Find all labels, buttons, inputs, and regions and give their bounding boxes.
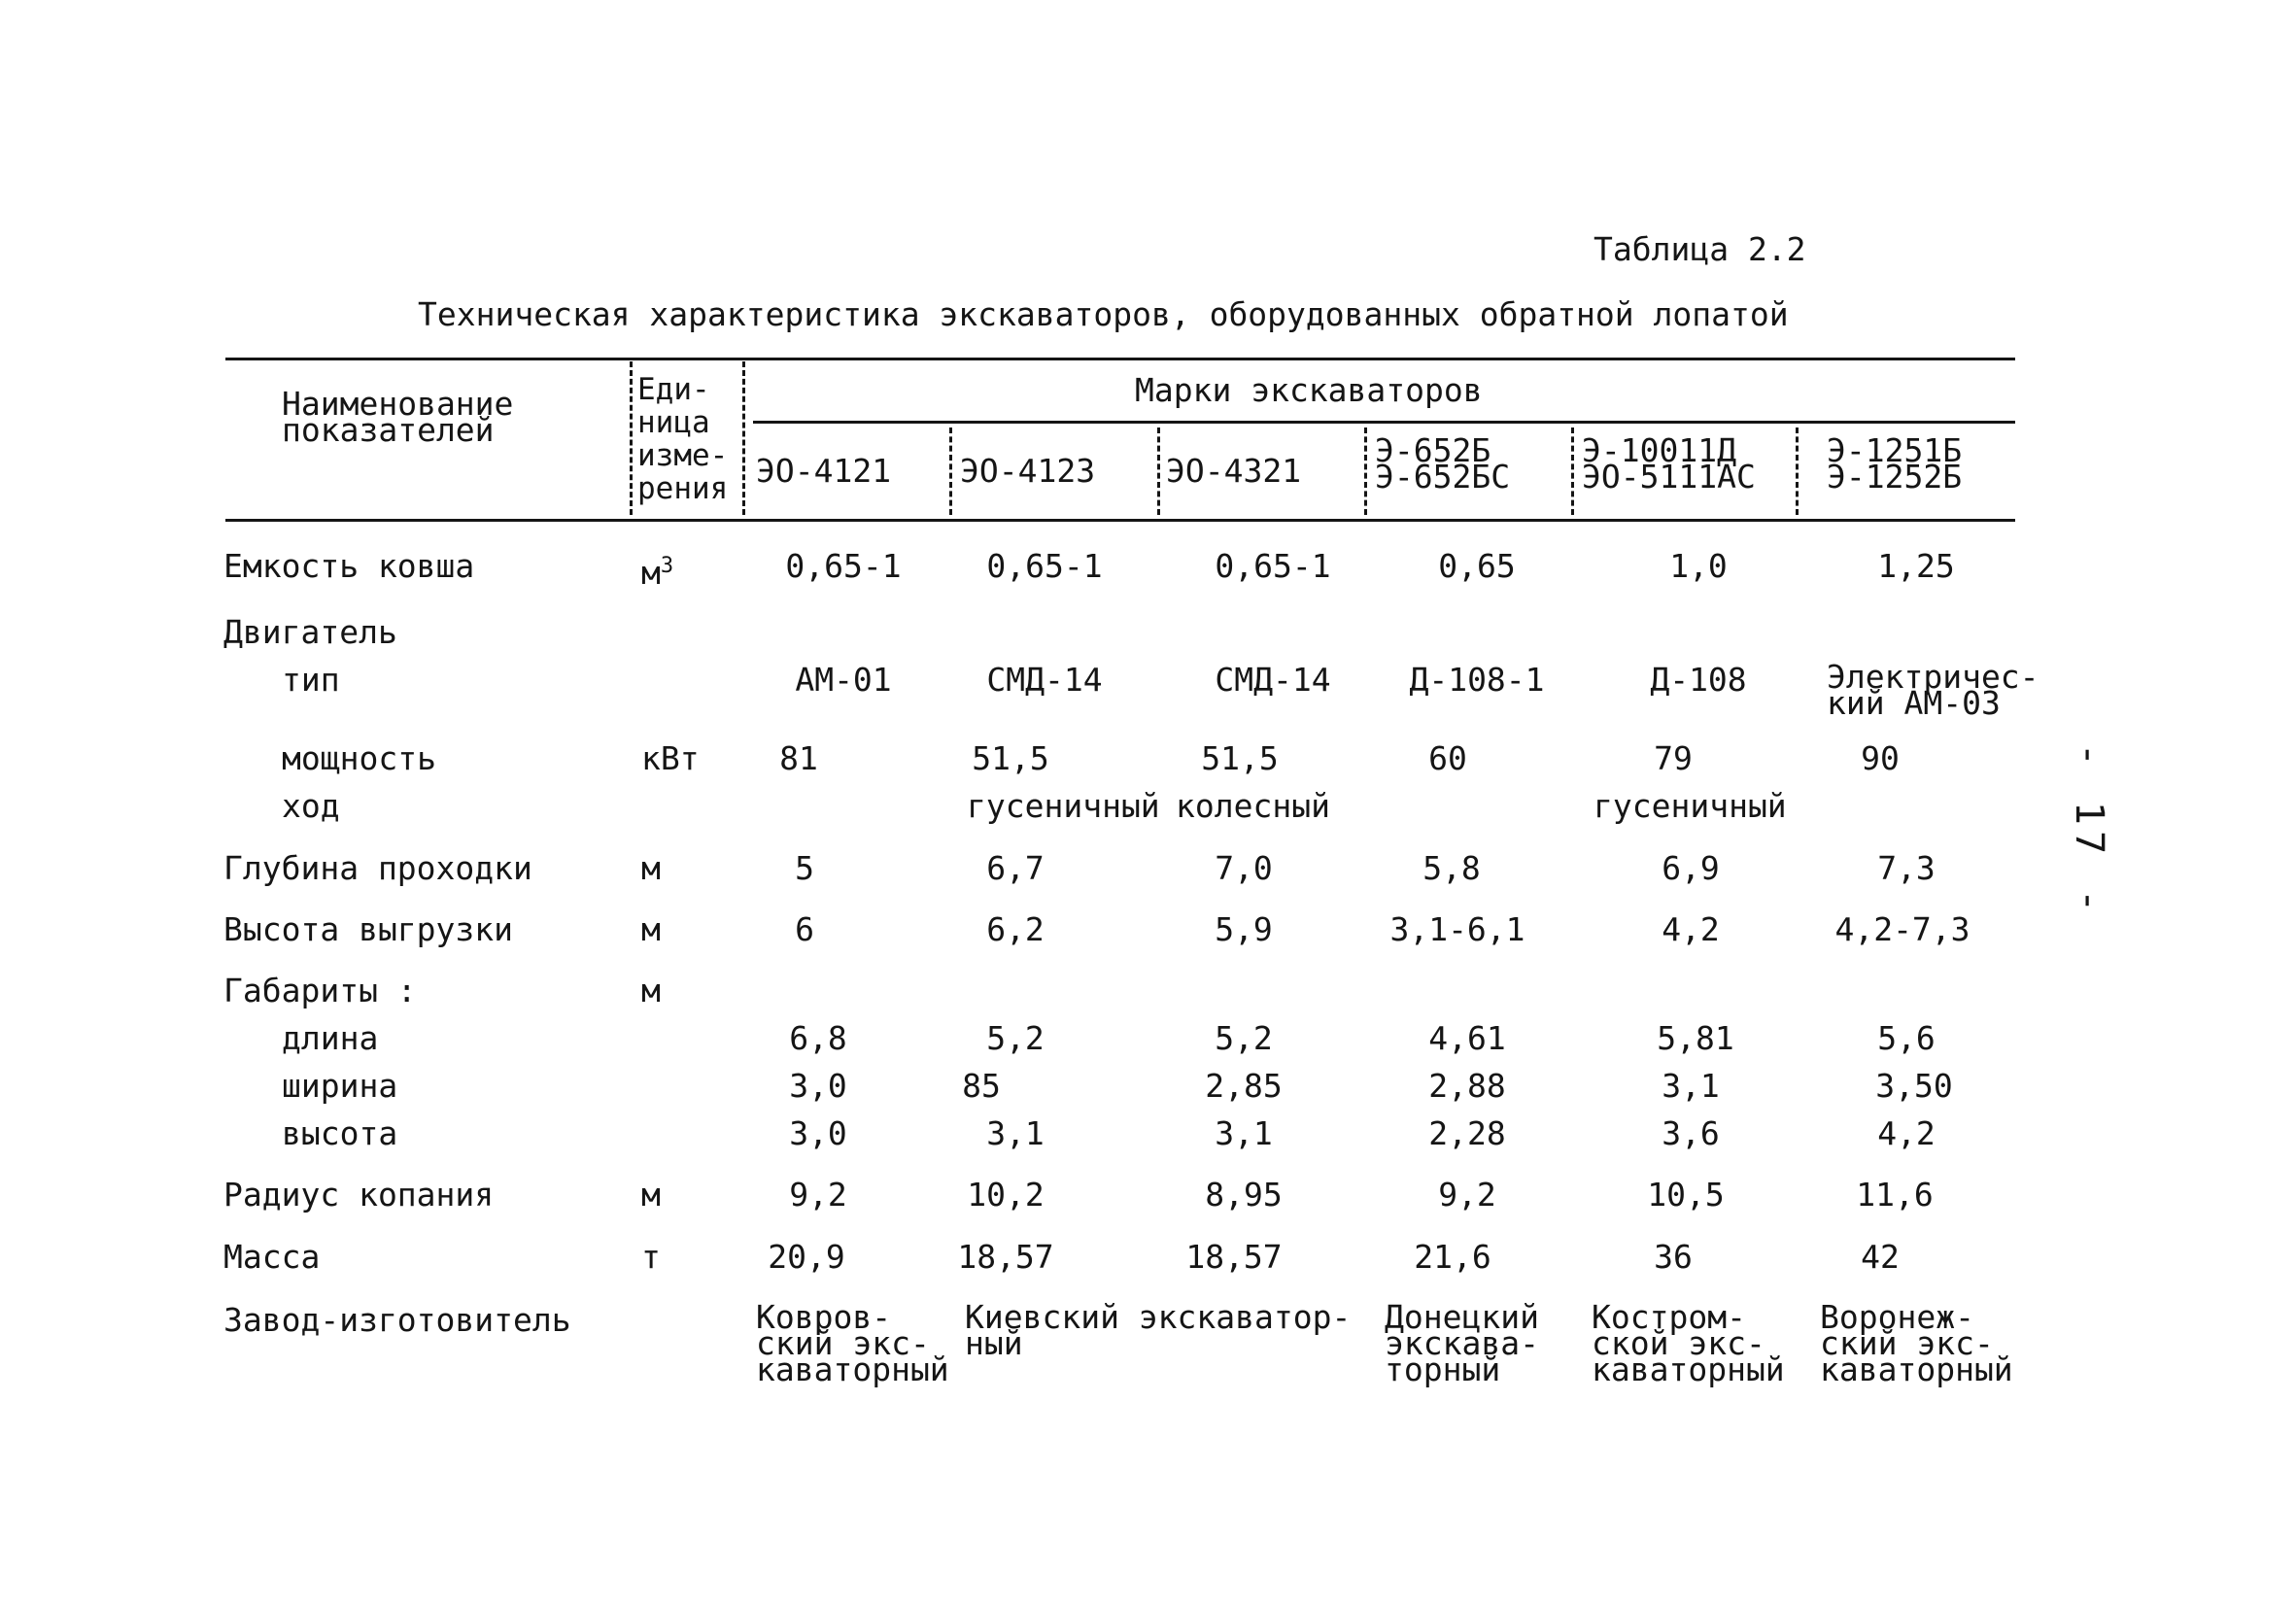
table-cell: 85 [962,1067,1001,1105]
header-indicator: Наименование показателей [282,385,514,449]
table-cell: 9,2 [1438,1176,1496,1214]
table-cell: 1,25 [1877,547,1955,585]
header-col-separator [949,427,952,515]
row-unit: м [641,1176,661,1214]
table-cell: Д-108-1 [1409,661,1545,699]
table-cell: 9,2 [789,1176,847,1214]
row-label: Двигатель [223,613,397,651]
table-cell: гусеничный [967,787,1160,825]
table-cell: 2,28 [1428,1114,1506,1152]
table-cell: 18,57 [1185,1238,1283,1276]
table-cell: 0,65-1 [785,547,902,585]
row-label: Габариты : [223,972,417,1009]
header-model: Э-1251Б Э-1252Б [1827,431,1963,496]
table-cell: СМД-14 [1215,661,1331,699]
header-model: Э-10011Д ЭО-5111АС [1582,431,1756,496]
header-col-separator [1571,427,1574,515]
table-cell: 5 [795,849,814,887]
table-cell: 4,2 [1662,910,1720,948]
table-cell: 20,9 [768,1238,845,1276]
table-cell: 2,85 [1205,1067,1283,1105]
row-label: высота [282,1114,398,1152]
table-cell: Костром- ской экс- каваторный [1592,1298,1785,1388]
table-cell: 6,2 [986,910,1045,948]
table-cell: 0,65-1 [1215,547,1331,585]
table-cell: 5,8 [1422,849,1481,887]
table-cell: 2,88 [1428,1067,1506,1105]
header-col-separator [1364,427,1367,515]
table-cell: 7,3 [1877,849,1936,887]
table-cell: 6 [795,910,814,948]
header-group-title: Марки экскаваторов [1135,371,1483,409]
table-cell: 11,6 [1856,1176,1934,1214]
table-cell: 6,7 [986,849,1045,887]
table-cell: 60 [1428,739,1467,777]
table-title: Техническая характеристика экскаваторов, оборудованных обратной лопатой [418,295,1789,333]
table-cell: 7,0 [1215,849,1273,887]
table-cell: 36 [1654,1238,1693,1276]
header-col-separator [630,361,633,515]
header-model: Э-652Б Э-652БС [1375,431,1511,496]
table-cell: 3,6 [1662,1114,1720,1152]
table-cell: колесный [1176,787,1330,825]
table-cell: гусеничный [1593,787,1787,825]
table-cell: 51,5 [1201,739,1279,777]
unit-superscript: 3 [660,554,674,578]
table-cell: Киевский экскаватор- ный [965,1298,1352,1362]
table-cell: АМ-01 [795,661,892,699]
row-label: Емкость ковша [223,547,475,585]
table-cell: Д-108 [1650,661,1747,699]
header-model: ЭО-4121 [756,452,892,490]
table-cell: 0,65 [1438,547,1516,585]
table-cell: Ковров- ский экс- каваторный [756,1298,949,1388]
table-cell: Воронеж- ский экс- каваторный [1820,1298,2013,1388]
table-cell: 18,57 [957,1238,1054,1276]
table-cell: 3,1-6,1 [1389,910,1525,948]
table-cell: 81 [779,739,818,777]
table-cell: 51,5 [972,739,1049,777]
row-unit: т [641,1238,661,1276]
table-cell: 4,61 [1428,1019,1506,1057]
table-cell: 79 [1654,739,1693,777]
header-col-separator [742,361,745,515]
table-cell: 6,8 [789,1019,847,1057]
row-label: тип [282,661,340,699]
row-label: длина [282,1019,379,1057]
row-label: Глубина проходки [223,849,532,887]
table-cell: Электричес- кий АМ-03 [1827,658,2039,722]
row-label: Радиус копания [223,1176,495,1214]
page-number: - 17 - [2067,742,2111,919]
table-cell: 8,95 [1205,1176,1283,1214]
table-label: Таблица 2.2 [1593,230,1806,268]
table-cell: 5,9 [1215,910,1273,948]
row-unit: м [641,972,661,1009]
table-cell: 3,0 [789,1067,847,1105]
header-col-separator [1157,427,1160,515]
table-cell: 5,81 [1657,1019,1734,1057]
row-label: Масса [223,1238,321,1276]
table-cell: 0,65-1 [986,547,1103,585]
table-cell: 3,1 [1662,1067,1720,1105]
header-bottom-rule [225,519,2015,522]
group-header-rule [753,421,2015,424]
header-model: ЭО-4321 [1166,452,1302,490]
row-label: мощность [282,739,436,777]
row-label: Завод-изготовитель [223,1301,571,1339]
table-cell: 3,0 [789,1114,847,1152]
table-cell: 5,6 [1877,1019,1936,1057]
table-cell: 5,2 [986,1019,1045,1057]
row-label: ширина [282,1067,398,1105]
table-cell: 4,2-7,3 [1834,910,1970,948]
table-cell: 42 [1861,1238,1900,1276]
table-cell: 21,6 [1414,1238,1491,1276]
row-unit: кВт [641,739,700,777]
header-unit: Еди- ница изме- рения [637,372,729,506]
table-cell: Донецкий экскава- торный [1385,1298,1539,1388]
row-label: ход [282,787,340,825]
row-label: Высота выгрузки [223,910,514,948]
table-top-rule [225,358,2015,360]
row-unit: $м^3$ [641,554,674,592]
table-cell: 1,0 [1669,547,1728,585]
table-cell: 90 [1861,739,1900,777]
table-cell: 10,5 [1647,1176,1725,1214]
row-unit: м [641,849,661,887]
table-cell: 10,2 [967,1176,1045,1214]
row-unit: м [641,910,661,948]
table-cell: 3,1 [986,1114,1045,1152]
table-cell: 6,9 [1662,849,1720,887]
table-cell: 3,1 [1215,1114,1273,1152]
table-cell: 5,2 [1215,1019,1273,1057]
table-cell: 4,2 [1877,1114,1936,1152]
header-model: ЭО-4123 [960,452,1096,490]
header-col-separator [1796,427,1799,515]
table-cell: 3,50 [1875,1067,1953,1105]
table-cell: СМД-14 [986,661,1103,699]
